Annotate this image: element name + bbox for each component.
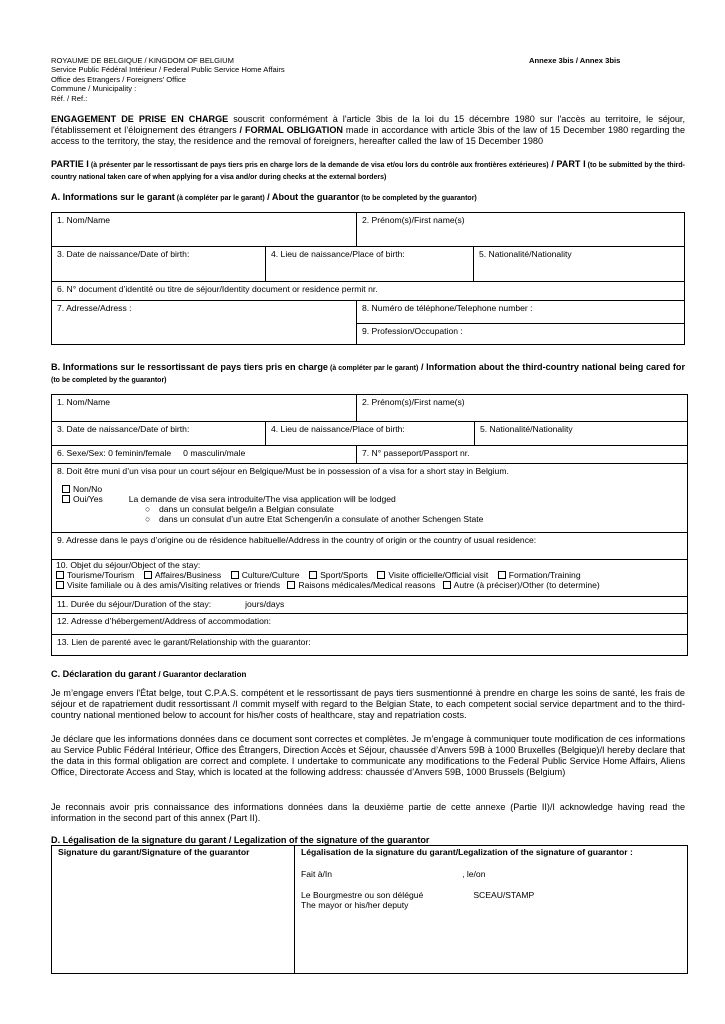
guarantor-firstname-field[interactable] bbox=[356, 212, 685, 247]
option-sports[interactable] bbox=[309, 570, 368, 580]
section-b-title: B. Informations sur le ressortissant de pays tiers pris en charge bbox=[51, 362, 328, 372]
mayor-label-en: The mayor or his/her deputy bbox=[301, 900, 409, 910]
origin-address-label: 9. Adresse dans le pays d’origine ou de résidence habituelle/Address in the country of origin or the country of usual residence: bbox=[57, 535, 537, 545]
header-reference: Réf. / Ref.: bbox=[51, 93, 88, 103]
national-firstname-label: 2. Prénom(s)/First name(s) bbox=[362, 397, 465, 407]
accommodation-address-label: 12. Adresse d’hébergement/Address of accommodation: bbox=[57, 616, 272, 626]
guarantor-firstname-label: 2. Prénom(s)/First name(s) bbox=[362, 215, 465, 225]
stay-object-label: 10. Objet du séjour/Object of the stay: bbox=[56, 560, 201, 570]
intro-text-en: made in accordance with article 3bis of the law of 15 December 1980 regarding the access to the territory, the stay, the residence and the removal of foreigners, hereafter called the law of 15 December 1980 bbox=[51, 125, 686, 146]
national-birthdate-label: 3. Date de naissance/Date of birth: bbox=[57, 424, 190, 434]
intro-paragraph bbox=[51, 114, 685, 147]
national-birthplace-field[interactable] bbox=[265, 421, 475, 446]
section-b-title-en: / Information about the third-country national being cared for bbox=[418, 362, 686, 372]
relationship-label: 13. Lien de parenté avec le garant/Relationship with the guarantor: bbox=[57, 637, 311, 647]
checkbox-icon[interactable] bbox=[62, 485, 70, 493]
national-passport-label: 7. N° passeport/Passport nr. bbox=[362, 448, 470, 458]
national-birthplace-label: 4. Lieu de naissance/Place of birth: bbox=[271, 424, 405, 434]
guarantor-nationality-field[interactable] bbox=[473, 246, 685, 282]
sex-female-option[interactable]: 6. Sexe/Sex: 0 feminin/female bbox=[57, 448, 172, 458]
section-a-title-en: / About the guarantor bbox=[264, 192, 360, 202]
checkbox-icon[interactable] bbox=[56, 581, 64, 589]
checkbox-icon[interactable] bbox=[144, 571, 152, 579]
document-header bbox=[51, 56, 285, 103]
header-municipality: Commune / Municipality : bbox=[51, 84, 137, 94]
section-c-heading bbox=[51, 669, 685, 680]
guarantor-id-document-label: 6. N° document d’identité ou titre de séjour/Identity document or residence permit nr. bbox=[57, 284, 378, 294]
guarantor-occupation-field[interactable] bbox=[356, 323, 685, 345]
option-culture[interactable] bbox=[231, 570, 300, 580]
checkbox-icon[interactable] bbox=[231, 571, 239, 579]
part-one-fr: (à présenter par le ressortissant de pays tiers pris en charge lors de la demande de visa et/ou lors du contrôle aux frontières extérieures) bbox=[88, 162, 549, 169]
national-name-label: 1. Nom/Name bbox=[57, 397, 111, 407]
stay-object-row1 bbox=[56, 570, 682, 580]
national-nationality-field[interactable] bbox=[474, 421, 688, 446]
section-a-note-fr: (à compléter par le garant) bbox=[174, 195, 265, 202]
section-d-title: D. Légalisation de la signature du garant / Legalization of the signature of the guarantor bbox=[51, 835, 430, 845]
visa-requirement-label: 8. Doit être muni d’un visa pour un court séjour en Belgique/Must be in possession of a visa for a short stay in Belgium. bbox=[57, 466, 509, 476]
national-passport-field[interactable] bbox=[356, 445, 688, 464]
guarantor-id-document-field[interactable] bbox=[51, 281, 685, 301]
option-other-label: Autre (à préciser)/Other (to determine) bbox=[453, 580, 600, 590]
checkbox-icon[interactable] bbox=[498, 571, 506, 579]
visa-yes-label: Oui/Yes bbox=[73, 494, 103, 504]
visa-no-label: Non/No bbox=[73, 484, 103, 494]
intro-title-en: / FORMAL OBLIGATION bbox=[239, 125, 343, 135]
section-b-note-en: (to be completed by the guarantor) bbox=[51, 377, 167, 384]
visa-lodged-label: La demande de visa sera introduite/The visa application will be lodged bbox=[128, 494, 396, 504]
section-c-title-en: / Guarantor declaration bbox=[156, 670, 247, 679]
stay-object-field bbox=[51, 559, 688, 597]
guarantor-nationality-label: 5. Nationalité/Nationality bbox=[479, 249, 572, 259]
header-country: ROYAUME DE BELGIQUE / KINGDOM OF BELGIUM bbox=[51, 56, 234, 65]
declaration-accuracy: Je déclare que les informations données dans ce document sont correctes et complètes. Je m’engage à communiquer toute modification de ces informations au Service Public Fédéral Intérieur, Office des Étrangers, Direction Accès et Séjour, chaussée d’Anvers 59B à 1000 Bruxelles (Belgique)/I hereby declare that the data in this formal obligation are correct and complete. I undertake to communicate any modifications to the Federal Public Service Home Affairs, Aliens Office, Directorate Access and Stay, which is located at the following address: chaussée d’Anvers 59B, 1000 Brussels (Belgium) bbox=[51, 734, 685, 777]
checkbox-icon[interactable] bbox=[309, 571, 317, 579]
legalization-label: Légalisation de la signature du garant/Legalization of the signature of guarantor : bbox=[301, 847, 633, 857]
annex-label: Annexe 3bis / Annex 3bis bbox=[529, 56, 621, 65]
declaration-commitment: Je m’engage envers l'État belge, tout C.P.A.S. compétent et le ressortissant de pays tiers susmentionné à prendre en charge les soins de santé, les frais de séjour et de rapatriement dudit ressortissant /I commit myself with regard to the Belgian State, to each competent social service department and to the third-country national mentioned below to account for his/her costs of healthcare, stay and repatriation costs. bbox=[51, 688, 685, 720]
guarantor-birthplace-label: 4. Lieu de naissance/Place of birth: bbox=[271, 249, 405, 259]
bullet-icon: ○ bbox=[145, 514, 151, 524]
national-birthdate-field[interactable] bbox=[51, 421, 266, 446]
stay-object-row2 bbox=[56, 580, 682, 590]
national-nationality-label: 5. Nationalité/Nationality bbox=[480, 424, 573, 434]
national-firstname-field[interactable] bbox=[356, 394, 688, 422]
checkbox-icon[interactable] bbox=[56, 571, 64, 579]
option-official-visit-label: Visite officielle/Official visit bbox=[388, 570, 489, 580]
option-training-label: Formation/Training bbox=[508, 570, 581, 580]
intro-title-fr: ENGAGEMENT DE PRISE EN CHARGE bbox=[51, 114, 229, 124]
section-a-title: A. Informations sur le garant bbox=[51, 192, 175, 202]
option-family-visit[interactable] bbox=[56, 580, 280, 590]
consulate-schengen-label: dans un consulat d’un autre Etat Schengen/in a consulate of another Schengen State bbox=[159, 514, 484, 524]
part-one-sep: / PART I bbox=[548, 159, 586, 169]
part-one-heading bbox=[51, 159, 685, 183]
checkbox-icon[interactable] bbox=[62, 495, 70, 503]
visa-yes-option[interactable] bbox=[62, 494, 682, 504]
option-official-visit[interactable] bbox=[377, 570, 488, 580]
section-b-note-fr: (à compléter par le garant) bbox=[327, 365, 419, 372]
guarantor-signature-box[interactable] bbox=[51, 845, 295, 974]
section-b-heading bbox=[51, 362, 685, 386]
guarantor-phone-label: 8. Numéro de téléphone/Telephone number : bbox=[362, 303, 533, 313]
option-medical-label: Raisons médicales/Medical reasons bbox=[298, 580, 436, 590]
legalization-box[interactable] bbox=[294, 845, 688, 974]
header-service: Service Public Fédéral Intérieur / Federal Public Service Home Affairs bbox=[51, 65, 285, 75]
guarantor-address-field[interactable] bbox=[51, 300, 357, 345]
option-tourism-label: Tourisme/Tourism bbox=[67, 570, 135, 580]
section-a-note-en: (to be completed by the guarantor) bbox=[359, 195, 477, 202]
guarantor-name-field[interactable] bbox=[51, 212, 357, 247]
intro-text-fr: souscrit conformément à l'article 3bis de la loi du 15 décembre 1980 sur l'accès au territoire, le séjour, l'établissement et l’éloignement des étrangers bbox=[51, 114, 685, 135]
national-sex-field[interactable] bbox=[51, 445, 357, 464]
section-a-heading bbox=[51, 192, 685, 204]
stamp-label: SCEAU/STAMP bbox=[473, 890, 535, 900]
guarantor-address-label: 7. Adresse/Adress : bbox=[57, 303, 132, 313]
stay-duration-field[interactable] bbox=[51, 596, 688, 614]
bullet-icon: ○ bbox=[145, 504, 151, 514]
checkbox-icon[interactable] bbox=[287, 581, 295, 589]
option-culture-label: Culture/Culture bbox=[241, 570, 300, 580]
option-other[interactable] bbox=[443, 580, 600, 590]
stay-duration-label: 11. Durée du séjour/Duration of the stay: bbox=[57, 599, 212, 609]
consulate-belgian-label: dans un consulat belge/in a Belgian consulate bbox=[159, 504, 334, 514]
visa-no-option[interactable] bbox=[62, 484, 682, 494]
part-one-en: (to be submitted by the third-country national taken care of when applying for a visa and/or during checks at the external borders) bbox=[51, 162, 685, 181]
legalization-date-label: , le/on bbox=[462, 869, 486, 879]
guarantor-occupation-label: 9. Profession/Occupation : bbox=[362, 326, 463, 336]
guarantor-name-label: 1. Nom/Name bbox=[57, 215, 111, 225]
option-business-label: Affaires/Business bbox=[154, 570, 222, 580]
declaration-acknowledgement: Je reconnais avoir pris connaissance des informations données dans la deuxième partie de cette annexe (Partie II)/I acknowledge having read the information in the second part of this annex (Part II). bbox=[51, 802, 685, 823]
section-c-title: C. Déclaration du garant bbox=[51, 669, 157, 679]
national-name-field[interactable] bbox=[51, 394, 357, 422]
relationship-field[interactable] bbox=[51, 634, 688, 656]
legalization-place-label: Fait à/In bbox=[301, 869, 333, 879]
sex-male-option[interactable]: 0 masculin/male bbox=[183, 448, 246, 458]
option-business[interactable] bbox=[144, 570, 221, 580]
accommodation-address-field[interactable] bbox=[51, 613, 688, 635]
origin-address-field[interactable] bbox=[51, 532, 688, 560]
option-medical[interactable] bbox=[287, 580, 435, 590]
stay-duration-unit: jours/days bbox=[245, 599, 285, 609]
guarantor-birthdate-field[interactable] bbox=[51, 246, 266, 282]
mayor-label-fr: Le Bourgmestre ou son délégué bbox=[301, 890, 424, 900]
guarantor-birthplace-field[interactable] bbox=[265, 246, 474, 282]
guarantor-signature-label: Signature du garant/Signature of the guarantor bbox=[58, 847, 250, 857]
checkbox-icon[interactable] bbox=[377, 571, 385, 579]
option-sports-label: Sport/Sports bbox=[320, 570, 368, 580]
checkbox-icon[interactable] bbox=[443, 581, 451, 589]
part-one-label: PARTIE I bbox=[51, 159, 89, 169]
visa-requirement-field bbox=[51, 463, 688, 533]
option-training[interactable] bbox=[498, 570, 581, 580]
option-tourism[interactable] bbox=[56, 570, 134, 580]
option-family-visit-label: Visite familiale ou à des amis/Visiting relatives or friends bbox=[67, 580, 281, 590]
header-office: Office des Etrangers / Foreigners’ Office bbox=[51, 74, 186, 84]
consulate-schengen-option[interactable] bbox=[145, 514, 682, 524]
guarantor-birthdate-label: 3. Date de naissance/Date of birth: bbox=[57, 249, 190, 259]
guarantor-phone-field[interactable] bbox=[356, 300, 685, 324]
consulate-belgian-option[interactable] bbox=[145, 504, 682, 514]
